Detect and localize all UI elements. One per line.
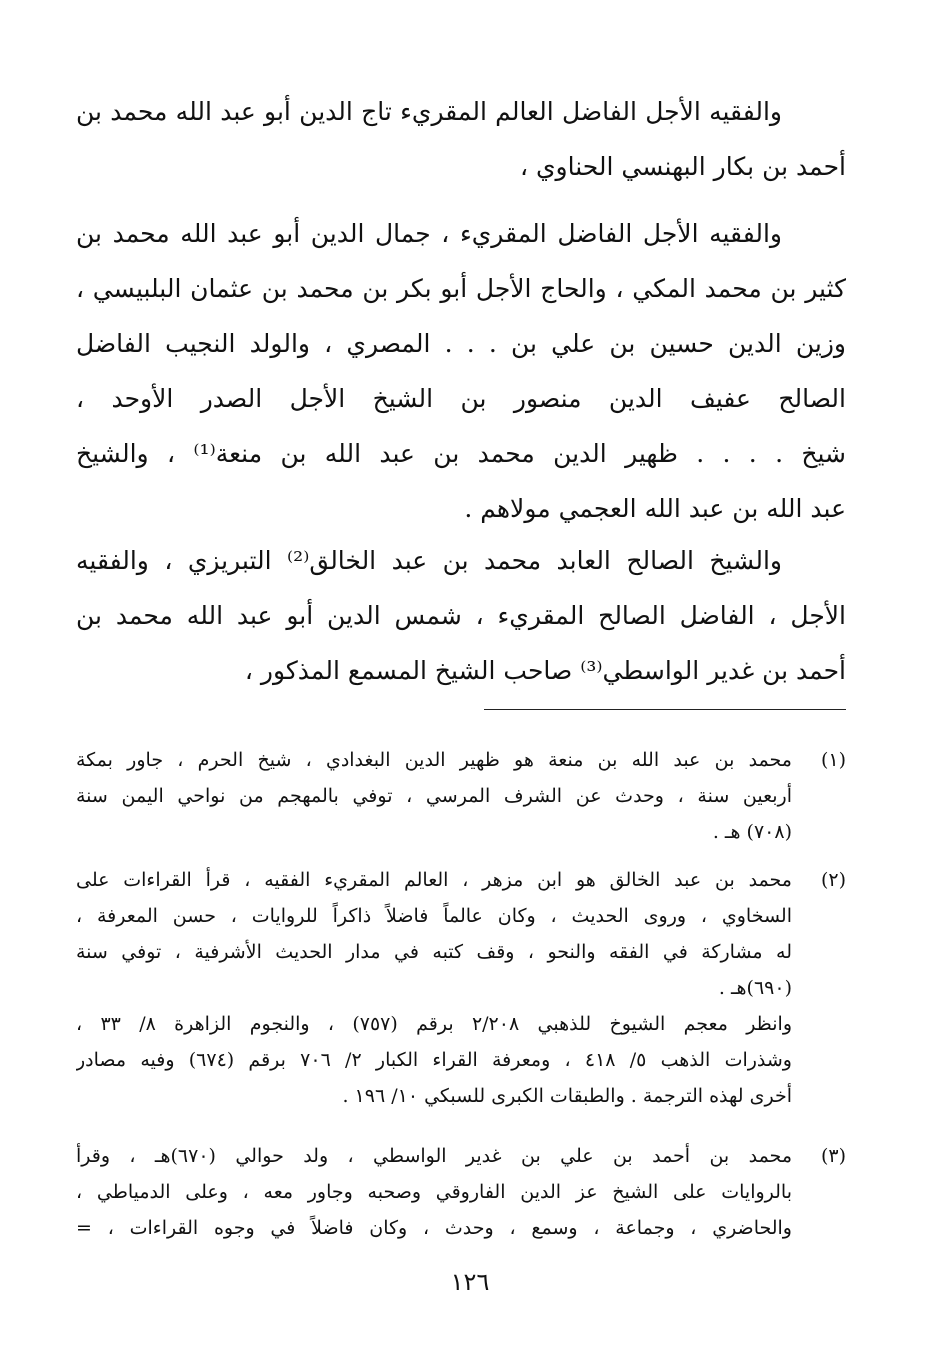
- footnote-line: محمد بن عبد الخالق هو ابن مزهر ، العالم المقريء الفقيه ، قرأ القراءات على: [76, 869, 792, 891]
- paragraph-3: [76, 533, 846, 698]
- text-line: عبد الله بن عبد الله العجمي مولاهم .: [464, 494, 846, 523]
- footnote-3: [76, 1138, 846, 1246]
- footnote-separator: [484, 709, 846, 710]
- footnote-line: محمد بن عبد الله بن منعة هو ظهير الدين البغدادي ، شيخ الحرم ، جاور بمكة: [76, 749, 792, 771]
- text-line: الصالح عفيف الدين منصور بن الشيخ الأجل الصدر الأوحد ،: [76, 384, 846, 413]
- footnote-marker: (٣): [820, 1145, 846, 1167]
- footnote-line: أخرى لهذه الترجمة . والطبقات الكبرى للسبكي ١٠/ ١٩٦ .: [342, 1085, 792, 1107]
- paragraph-2: [76, 206, 846, 536]
- footnote-line: وشذرات الذهب ٥/ ٤١٨ ، ومعرفة القراء الكبار ٢/ ٧٠٦ برقم (٦٧٤) وفيه مصادر: [76, 1049, 792, 1071]
- footnote-line: بالروايات على الشيخ عز الدين الفاروقي وصحبه وجاور معه ، وعلى الدمياطي ،: [76, 1181, 792, 1203]
- footnote-line: محمد بن أحمد بن علي بن غدير الواسطي ، ولد حوالي (٦٧٠)هـ ، وقرأ: [76, 1145, 792, 1167]
- footnote-line: (٧٠٨) هـ .: [712, 821, 792, 843]
- text-line: أحمد بن بكار البهنسي الحناوي ،: [519, 152, 846, 181]
- footnote-1: [76, 742, 846, 850]
- text-line: وزين الدين حسين بن علي بن . . . المصري ، والولد النجيب الفاضل: [76, 329, 846, 358]
- text-line: والشيخ الصالح العابد محمد بن عبد الخالق⁽²⁾ التبريزي ، والفقيه: [76, 546, 782, 575]
- footnote-line: السخاوي ، وروى الحديث ، وكان عالماً فاضلاً ذاكراً للروايات ، حسن المعرفة ،: [76, 905, 792, 927]
- footnote-marker: (٢): [820, 869, 846, 891]
- text-line: أحمد بن غدير الواسطي⁽³⁾ صاحب الشيخ المسمع المذكور ،: [244, 656, 846, 685]
- footnote-line: (٦٩٠)هـ .: [718, 977, 792, 999]
- footnote-line: وانظر معجم الشيوخ للذهبي ٢/٢٠٨ برقم (٧٥٧) ، والنجوم الزاهرة ٨/ ٣٣ ،: [76, 1013, 792, 1035]
- footnote-line: له مشاركة في الفقه والنحو ، وقف كتبه في مدار الحديث الأشرفية ، توفي سنة: [76, 941, 792, 963]
- text-line: والفقيه الأجل الفاضل العالم المقريء تاج الدين أبو عبد الله محمد بن: [76, 97, 782, 126]
- footnote-2: [76, 862, 846, 1114]
- text-line: كثير بن محمد المكي ، والحاج الأجل أبو بكر بن محمد بن عثمان البلبيسي ،: [76, 274, 846, 303]
- footnote-marker: (١): [820, 749, 846, 771]
- paragraph-1: [76, 84, 846, 194]
- page-number: ١٢٦: [450, 1268, 490, 1296]
- text-line: والفقيه الأجل الفاضل المقريء ، جمال الدين أبو عبد الله محمد بن: [76, 219, 782, 248]
- text-line: الأجل ، الفاضل الصالح المقريء ، شمس الدين أبو عبد الله محمد بن: [76, 601, 846, 630]
- footnote-line: والحاضري ، وجماعة ، وسمع ، وحدث ، وكان فاضلاً في وجوه القراءات ، =: [76, 1217, 792, 1239]
- text-line: شيخ . . . . ظهير الدين محمد بن عبد الله بن منعة⁽¹⁾ ، والشيخ: [76, 439, 846, 468]
- footnote-line: أربعين سنة ، وحدث عن الشرف المرسي ، توفي بالمهجم من نواحي اليمن سنة: [76, 785, 792, 807]
